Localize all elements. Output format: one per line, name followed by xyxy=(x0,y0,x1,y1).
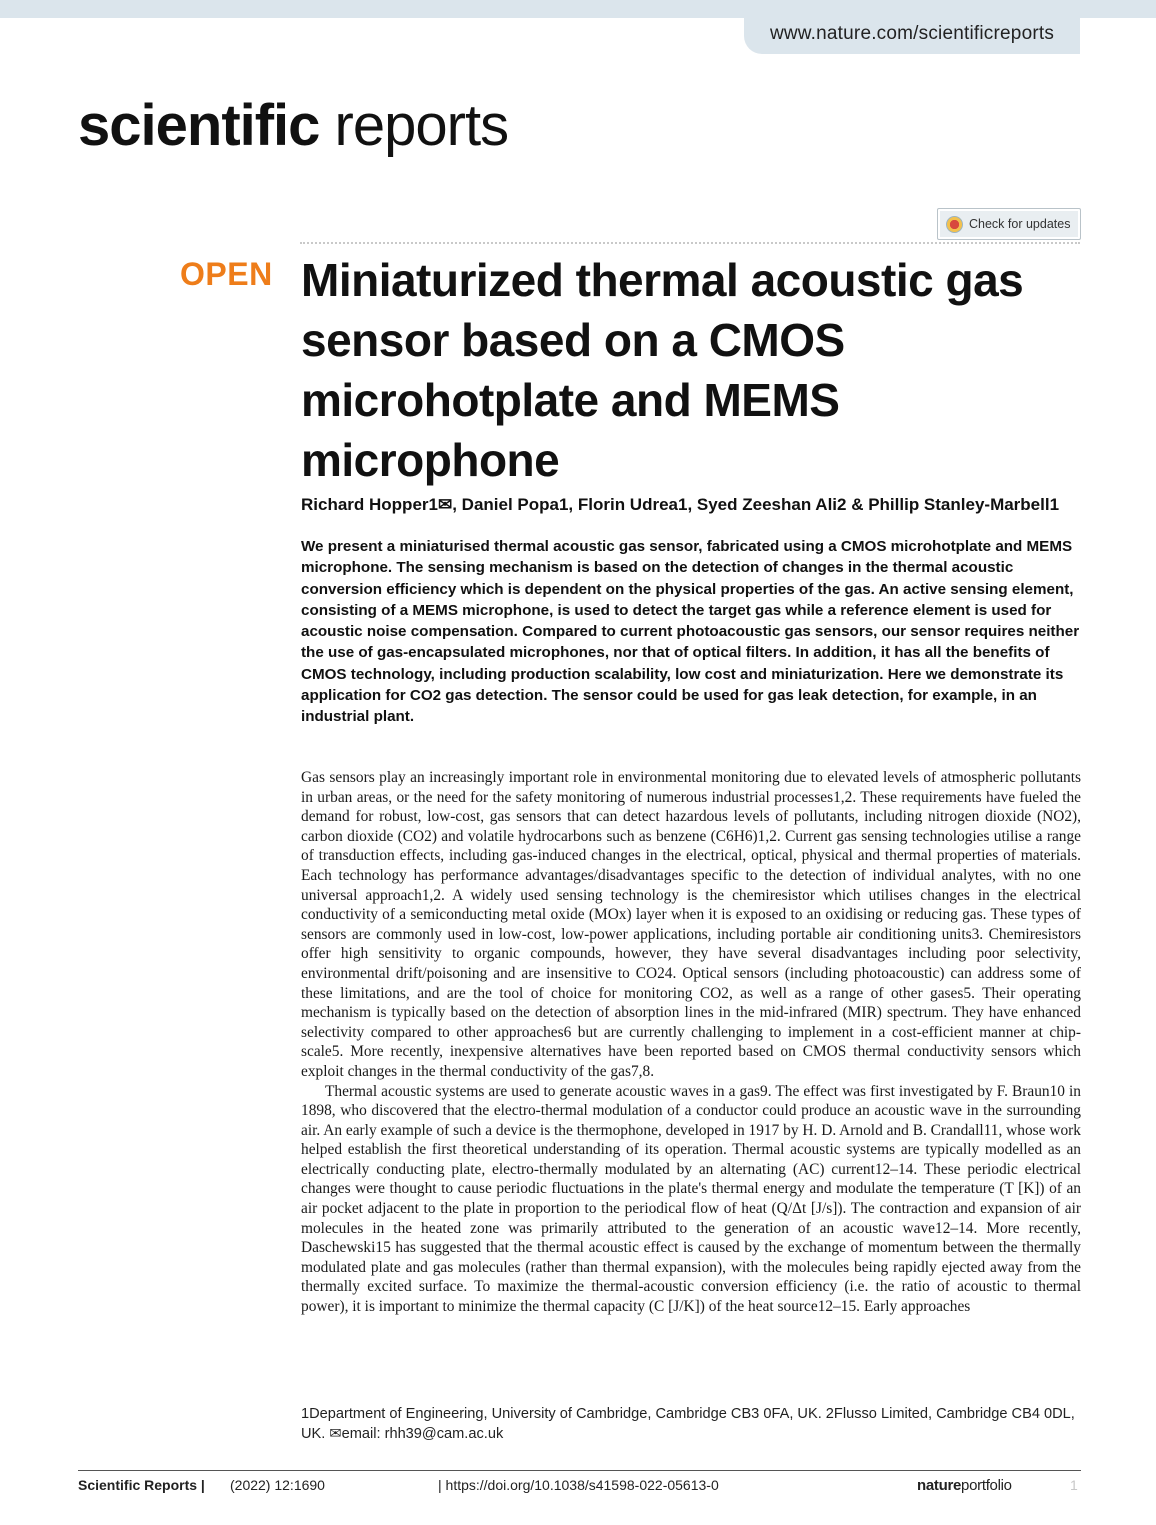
title-divider xyxy=(300,242,1080,244)
article-title: Miniaturized thermal acoustic gas sensor based on a CMOS microhotplate and MEMS microphone xyxy=(301,254,1024,486)
open-access-label: OPEN xyxy=(180,256,273,292)
footer-doi-link[interactable]: | https://doi.org/10.1038/s41598-022-05613-0 xyxy=(438,1477,719,1493)
article-body xyxy=(301,768,1081,1317)
journal-url[interactable]: www.nature.com/scientificreports xyxy=(744,14,1080,54)
footer-divider xyxy=(78,1470,1081,1471)
journal-logo-light: reports xyxy=(319,93,509,158)
footer-journal: Scientific Reports | xyxy=(78,1477,205,1493)
check-updates-label: Check for updates xyxy=(969,217,1071,231)
nature-portfolio-logo xyxy=(917,1477,1012,1494)
check-for-updates-button[interactable] xyxy=(937,208,1081,240)
affiliations-footnote: 1Department of Engineering, University of Cambridge, Cambridge CB3 0FA, UK. 2Flusso Limited, Cambridge CB4 0DL, UK. ✉email: rhh39@cam.ac.uk xyxy=(301,1406,1075,1442)
page-number: 1 xyxy=(1070,1477,1078,1493)
body-paragraph-1: Gas sensors play an increasingly important role in environmental monitoring due to elevated levels of atmospheric pollutants in urban areas, or the need for the safety monitoring of numerous industrial processes1,2. These requirements have fueled the demand for robust, low-cost, gas sensors that can detect hazardous levels of pollutants, including nitrogen dioxide (NO2), carbon dioxide (CO2) and volatile hydrocarbons such as benzene (C6H6)1,2. Current gas sensing technologies utilise a range of transduction effects, including gas-induced changes in the electrical, optical, physical and thermal properties of materials. Each technology has performance advantages/disadvantages specific to the detection of individual analytes, with no one universal approach1,2. A widely used sensing technology is the chemiresistor which utilises changes in the electrical conductivity of a semiconducting metal oxide (MOx) layer when it is exposed to an oxidising or reducing gas. These types of sensors are commonly used in low-cost, low-power applications, including portable air conditioning units3. Chemiresistors offer high sensitivity to organic compounds, however, they have several disadvantages including poor selectivity, environmental drift/poisoning and are insensitive to CO24. Optical sensors (including photoacoustic) can address some of these limitations, and are the tool of choice for monitoring CO2, as well as a range of other gases5. Their operating mechanism is typically based on the detection of absorption lines in the mid-infrared (MIR) spectrum. They have enhanced selectivity compared to other approaches6 but are currently challenging to implement in a cost-efficient manner at chip-scale5. More recently, inexpensive alternatives have been reported based on CMOS thermal conductivity sensors which exploit changes in the thermal conductivity of the gas7,8. xyxy=(301,769,1081,1080)
abstract: We present a miniaturised thermal acoustic gas sensor, fabricated using a CMOS microhotplate and MEMS microphone. The sensing mechanism is based on the detection of changes in the thermal acoustic conversion efficiency which is dependent on the physical properties of the gas. An active sensing element, consisting of a MEMS microphone, is used to detect the target gas while a reference element is used for acoustic noise compensation. Compared to current photoacoustic gas sensors, our sensor requires neither the use of gas-encapsulated microphones, nor that of optical filters. In addition, it has all the benefits of CMOS technology, including production scalability, low cost and miniaturization. Here we demonstrate its application for CO2 gas detection. The sensor could be used for gas leak detection, for example, in an industrial plant. xyxy=(301,538,1080,726)
crossmark-icon xyxy=(946,216,963,233)
journal-logo xyxy=(78,92,508,159)
author-list: Richard Hopper1✉, Daniel Popa1, Florin Udrea1, Syed Zeeshan Ali2 & Phillip Stanley-Marbell1 xyxy=(301,495,1060,514)
brand-light: portfolio xyxy=(961,1477,1012,1494)
footer-year-volume: (2022) 12:1690 xyxy=(230,1477,325,1493)
journal-logo-bold: scientific xyxy=(78,93,320,158)
body-paragraph-2: Thermal acoustic systems are used to generate acoustic waves in a gas9. The effect was first investigated by F. Braun10 in 1898, who discovered that the electro-thermal modulation of a conductor could produce an acoustic wave in the surrounding air. An early example of such a device is the thermophone, developed in 1917 by H. D. Arnold and B. Crandall11, whose work helped establish the first theoretical understanding of its operation. Thermal acoustic systems are typically modelled as an electrically conducting plate, electro-thermally modulated by an alternating (AC) current12–14. These periodic electrical changes were thought to cause periodic fluctuations in the plate's thermal energy and modulate the temperature (T [K]) of an air pocket adjacent to the plate in proportion to the periodical flow of heat (Q/Δt [J/s]). The contraction and expansion of air molecules in the heated zone was primarily attributed to the generation of an acoustic wave12–14. More recently, Daschewski15 has suggested that the thermal acoustic effect is caused by the exchange of momentum between the thermally modulated plate and gas molecules (rather than thermal expansion), with the molecules being rapidly ejected away from the thermally excited surface. To maximize the thermal-acoustic conversion efficiency (i.e. the ratio of acoustic to thermal power), it is important to minimize the thermal capacity (C [J/K]) of the heat source12–15. Early approaches xyxy=(301,1082,1081,1316)
brand-bold: nature xyxy=(917,1477,962,1494)
